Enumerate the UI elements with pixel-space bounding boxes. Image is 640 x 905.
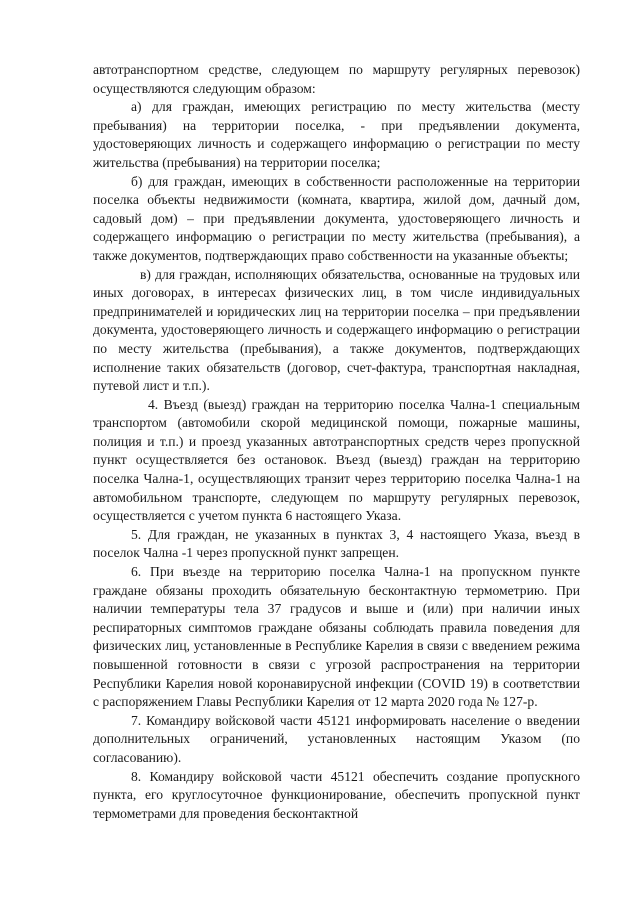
paragraph-clause-5: 5. Для граждан, не указанных в пунктах 3, 4 настоящего Указа, въезд в поселок Чална -1 через пропускной пункт запрещен.	[93, 526, 580, 561]
paragraph-clause-6: 6. При въезде на территорию поселка Чална-1 на пропускном пункте граждане обязаны проходить обязательную бесконтактную термометрию. При наличии температуры тела 37 градусов и выше и (или) при наличии иных респираторных симптомов граждане обязаны соблюдать правила поведения для физических лиц, установленные в Республике Карелия в связи с введением режима повышенной готовности в связи с угрозой распространения на территории Республики Карелия новой коронавирусной инфекции (COVID 19) в соответствии с распоряжением Главы Республики Карелия от 12 марта 2020 года № 127-р.	[93, 564, 580, 710]
paragraph-clause-4: 4. Въезд (выезд) граждан на территорию поселка Чална-1 специальным транспортом (автомобили скорой медицинской помощи, пожарные машины, полиция и т.п.) и проезд указанных автотранспортных средств через пропускной пункт осуществляется без остановок. Въезд (выезд) граждан на территорию поселка Чална-1, осуществляющих транзит через территорию поселка Чална-1 на автомобильном транспорте, следующем по маршруту регулярных перевозок, осуществляется с учетом пункта 6 настоящего Указа.	[93, 396, 580, 524]
paragraph-clause-8: 8. Командиру войсковой части 45121 обеспечить создание пропускного пункта, его круглосуточное функционирование, обеспечить пропускной пункт термометрами для проведения бесконтактной	[93, 768, 580, 821]
paragraph-item-a: а) для граждан, имеющих регистрацию по месту жительства (месту пребывания) на территории поселка, - при предъявлении документа, удостоверяющих личность и содержащего информацию о регистрации по месту жительства (пребывания) на территории поселка;	[93, 99, 580, 170]
paragraph-clause-7: 7. Командиру войсковой части 45121 информировать население о введении дополнительных ограничений, установленных настоящим Указом (по согласованию).	[93, 712, 580, 765]
paragraph-item-b: б) для граждан, имеющих в собственности расположенные на территории поселка объекты недвижимости (комната, квартира, жилой дом, дачный дом, садовый дом) – при предъявлении документа, удостоверяющего личность и содержащего информацию о регистрации по месту жительства (пребывания), а также документов, подтверждающих право собственности на указанные объекты;	[93, 173, 580, 263]
document-body	[93, 61, 580, 823]
paragraph-item-v: в) для граждан, исполняющих обязательства, основанные на трудовых или иных договорах, в интересах физических лиц, в том числе индивидуальных предпринимателей и юридических лиц на территории поселка – при предъявлении документа, удостоверяющего личность и содержащего информацию о регистрации по месту жительства (пребывания), а также документов, подтверждающих исполнение таких обязательств (договор, счет-фактура, транспортная накладная, путевой лист и т.п.).	[93, 266, 580, 394]
paragraph-intro-continuation: автотранспортном средстве, следующем по маршруту регулярных перевозок) осуществляются следующим образом:	[93, 62, 580, 96]
